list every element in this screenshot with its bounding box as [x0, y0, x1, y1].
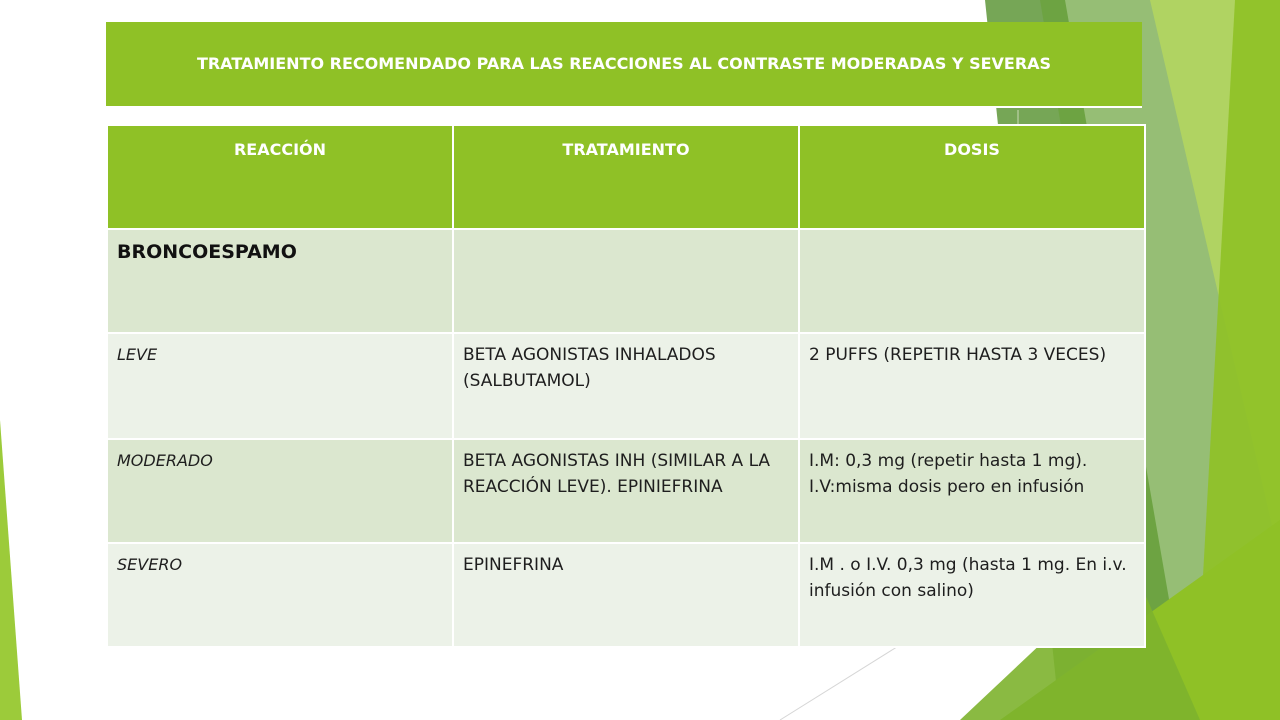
treatment-cell: BETA AGONISTAS INH (SIMILAR A LA REACCIÓN LEVE). EPINIEFRINA — [453, 439, 799, 543]
section-label: BRONCOESPAMO — [107, 229, 453, 333]
empty-cell — [453, 229, 799, 333]
treatment-cell: EPINEFRINA — [453, 543, 799, 647]
table-row — [107, 543, 1145, 647]
reaction-cell: LEVE — [107, 333, 453, 439]
treatment-table — [106, 124, 1146, 648]
table-row-section — [107, 229, 1145, 333]
deco-shape-left — [0, 420, 22, 720]
deco-thin-line-bottom — [780, 645, 900, 720]
table-row — [107, 333, 1145, 439]
column-header-treatment: TRATAMIENTO — [453, 125, 799, 229]
empty-cell — [799, 229, 1145, 333]
treatment-cell: BETA AGONISTAS INHALADOS (SALBUTAMOL) — [453, 333, 799, 439]
reaction-cell: MODERADO — [107, 439, 453, 543]
dose-cell: I.M: 0,3 mg (repetir hasta 1 mg). I.V:misma dosis pero en infusión — [799, 439, 1145, 543]
reaction-cell: SEVERO — [107, 543, 453, 647]
column-header-reaction: REACCIÓN — [107, 125, 453, 229]
slide-title: TRATAMIENTO RECOMENDADO PARA LAS REACCIONES AL CONTRASTE MODERADAS Y SEVERAS — [106, 22, 1142, 108]
dose-cell: I.M . o I.V. 0,3 mg (hasta 1 mg. En i.v. infusión con salino) — [799, 543, 1145, 647]
column-header-dose: DOSIS — [799, 125, 1145, 229]
dose-cell: 2 PUFFS (REPETIR HASTA 3 VECES) — [799, 333, 1145, 439]
table-row — [107, 439, 1145, 543]
table-header-row — [107, 125, 1145, 229]
